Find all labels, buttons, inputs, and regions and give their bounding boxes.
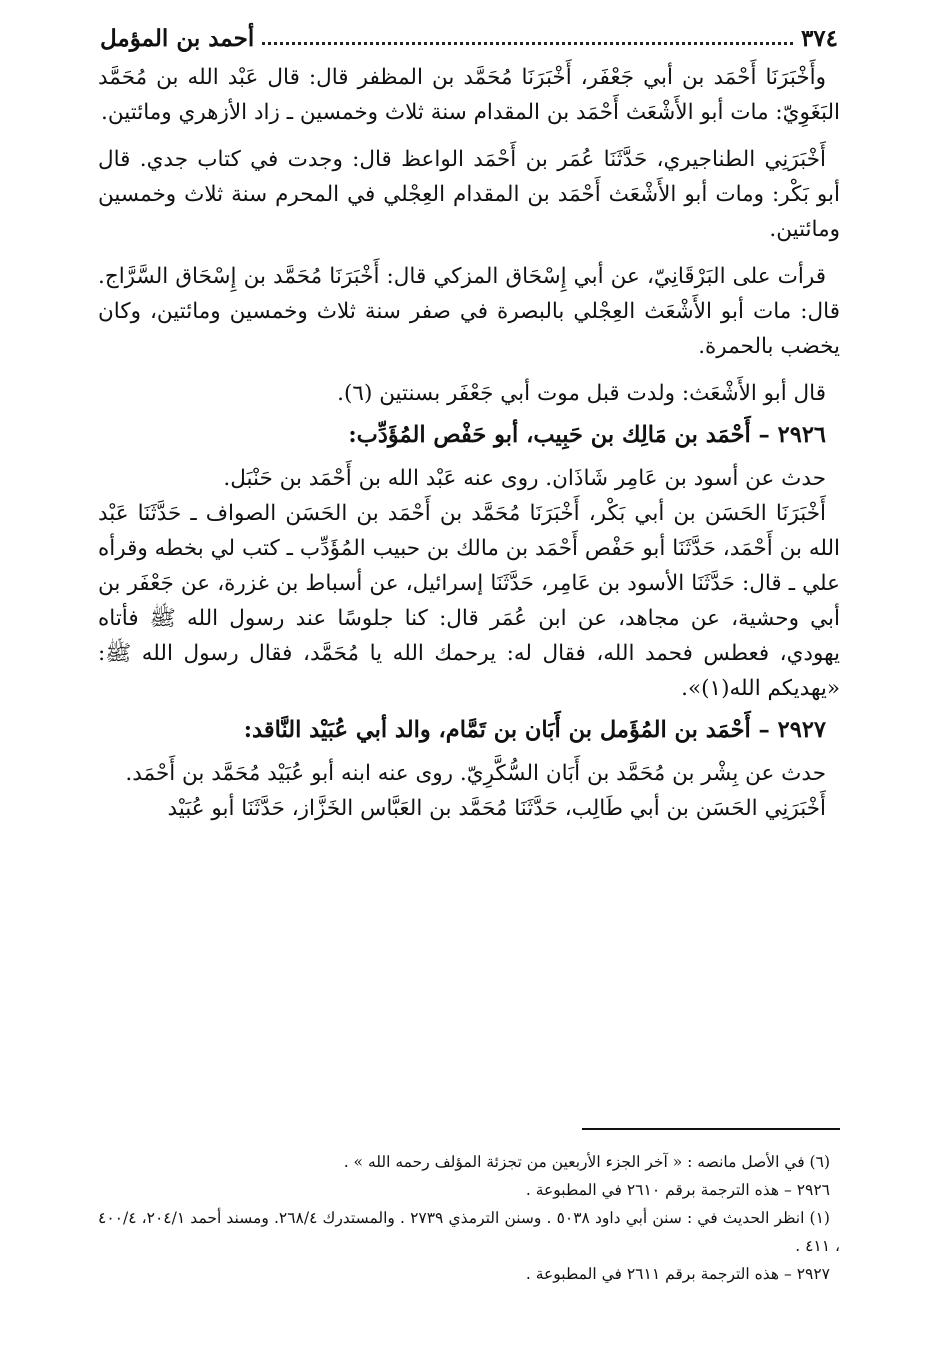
running-title: أحمد بن المؤمل <box>100 25 255 52</box>
paragraph: حدث عن بِشْر بن مُحَمَّد بن أَبَان السُّكَّرِيّ. روى عنه ابنه أبو عُبَيْد مُحَمَّد بن أَحْمَد. <box>125 761 826 786</box>
paragraph: قرأت على البَرْقَانِيّ، عن أبي إِسْحَاق المزكي قال: أَخْبَرَنَا مُحَمَّد بن إِسْحَاق السَّرَّاج. قال: مات أبو الأَشْعَث العِجْلي بالبصرة في صفر سنة ثلاث وخمسين ومائتين، وكان يخضب بالحمرة. <box>98 264 840 359</box>
paragraph: أَخْبَرَنِي الطناجيري، حَدَّثَنَا عُمَر بن أَحْمَد الواعظ قال: وجدت في كتاب جدي. قال أبو بَكْر: ومات أبو الأَشْعَث أَحْمَد بن المقدام العِجْلي في المحرم سنة ثلاث وخمسين ومائتين. <box>98 147 840 242</box>
paragraph: حدث عن أسود بن عَامِر شَاذَان. روى عنه عَبْد الله بن أَحْمَد بن حَنْبَل. <box>223 466 826 491</box>
entry-heading-2926: ٢٩٢٦ – أَحْمَد بن مَالِك بن حَبِيب، أبو حَفْص المُؤَدِّب: <box>348 422 826 448</box>
footnote-divider <box>582 1128 840 1130</box>
footnote: ٢٩٢٧ – هذه الترجمة برقم ٢٦١١ في المطبوعة . <box>525 1265 830 1283</box>
page-header <box>100 18 838 52</box>
footnote: (١) انظر الحديث في : سنن أبي داود ٥٠٣٨ . وسنن الترمذي ٢٧٣٩ . والمستدرك ٢٦٨/٤. ومسند أحمد ٢٠٤/١، ٤٠٠/٤ ، ٤١١ . <box>98 1209 840 1255</box>
footnote: ٢٩٢٦ – هذه الترجمة برقم ٢٦١٠ في المطبوعة . <box>525 1181 830 1199</box>
main-text <box>98 60 840 826</box>
footnotes <box>98 1128 840 1288</box>
paragraph: وأَخْبَرَنَا أَحْمَد بن أبي جَعْفَر، أَخْبَرَنَا مُحَمَّد بن المظفر قال: قال عَبْد الله بن مُحَمَّد البَغَوِيّ: مات أبو الأَشْعَث أَحْمَد بن المقدام سنة ثلاث وخمسين ـ زاد الأزهري ومائتين. <box>98 65 840 125</box>
page-number: ٣٧٤ <box>800 25 838 52</box>
paragraph: أَخْبَرَنَا الحَسَن بن أبي بَكْر، أَخْبَرَنَا مُحَمَّد بن أَحْمَد بن الحَسَن الصواف ـ حَدَّثَنَا عَبْد الله بن أَحْمَد، حَدَّثَنَا أبو حَفْص أَحْمَد بن مالك بن حبيب المُؤَدِّب ـ كتب لي بخطه وقرأه علي ـ قال: حَدَّثَنَا الأسود بن عَامِر، حَدَّثَنَا إسرائيل، عن أسباط بن غزرة، عن جَعْفَر بن أبي وحشية، عن مجاهد، عن ابن عُمَر قال: كنا جلوسًا عند رسول الله ﷺ فأتاه يهودي، فعطس فحمد الله، فقال له: يرحمك الله يا مُحَمَّد، فقال رسول الله ﷺ: «يهديكم الله(١)». <box>98 501 840 701</box>
header-dot-leader <box>262 42 793 45</box>
entry-heading-2927: ٢٩٢٧ – أَحْمَد بن المُؤَمل بن أَبَان بن تَمَّام، والد أبي عُبَيْد النَّاقد: <box>243 717 826 743</box>
paragraph: قال أبو الأَشْعَث: ولدت قبل موت أبي جَعْفَر بسنتين (٦). <box>337 381 826 406</box>
footnote: (٦) في الأصل مانصه : « آخر الجزء الأربعين من تجزئة المؤلف رحمه الله » . <box>343 1153 830 1171</box>
paragraph: أَخْبَرَنِي الحَسَن بن أبي طَالِب، حَدَّثَنَا مُحَمَّد بن العَبَّاس الخَزَّاز، حَدَّثَنَا أبو عُبَيْد <box>167 796 826 821</box>
